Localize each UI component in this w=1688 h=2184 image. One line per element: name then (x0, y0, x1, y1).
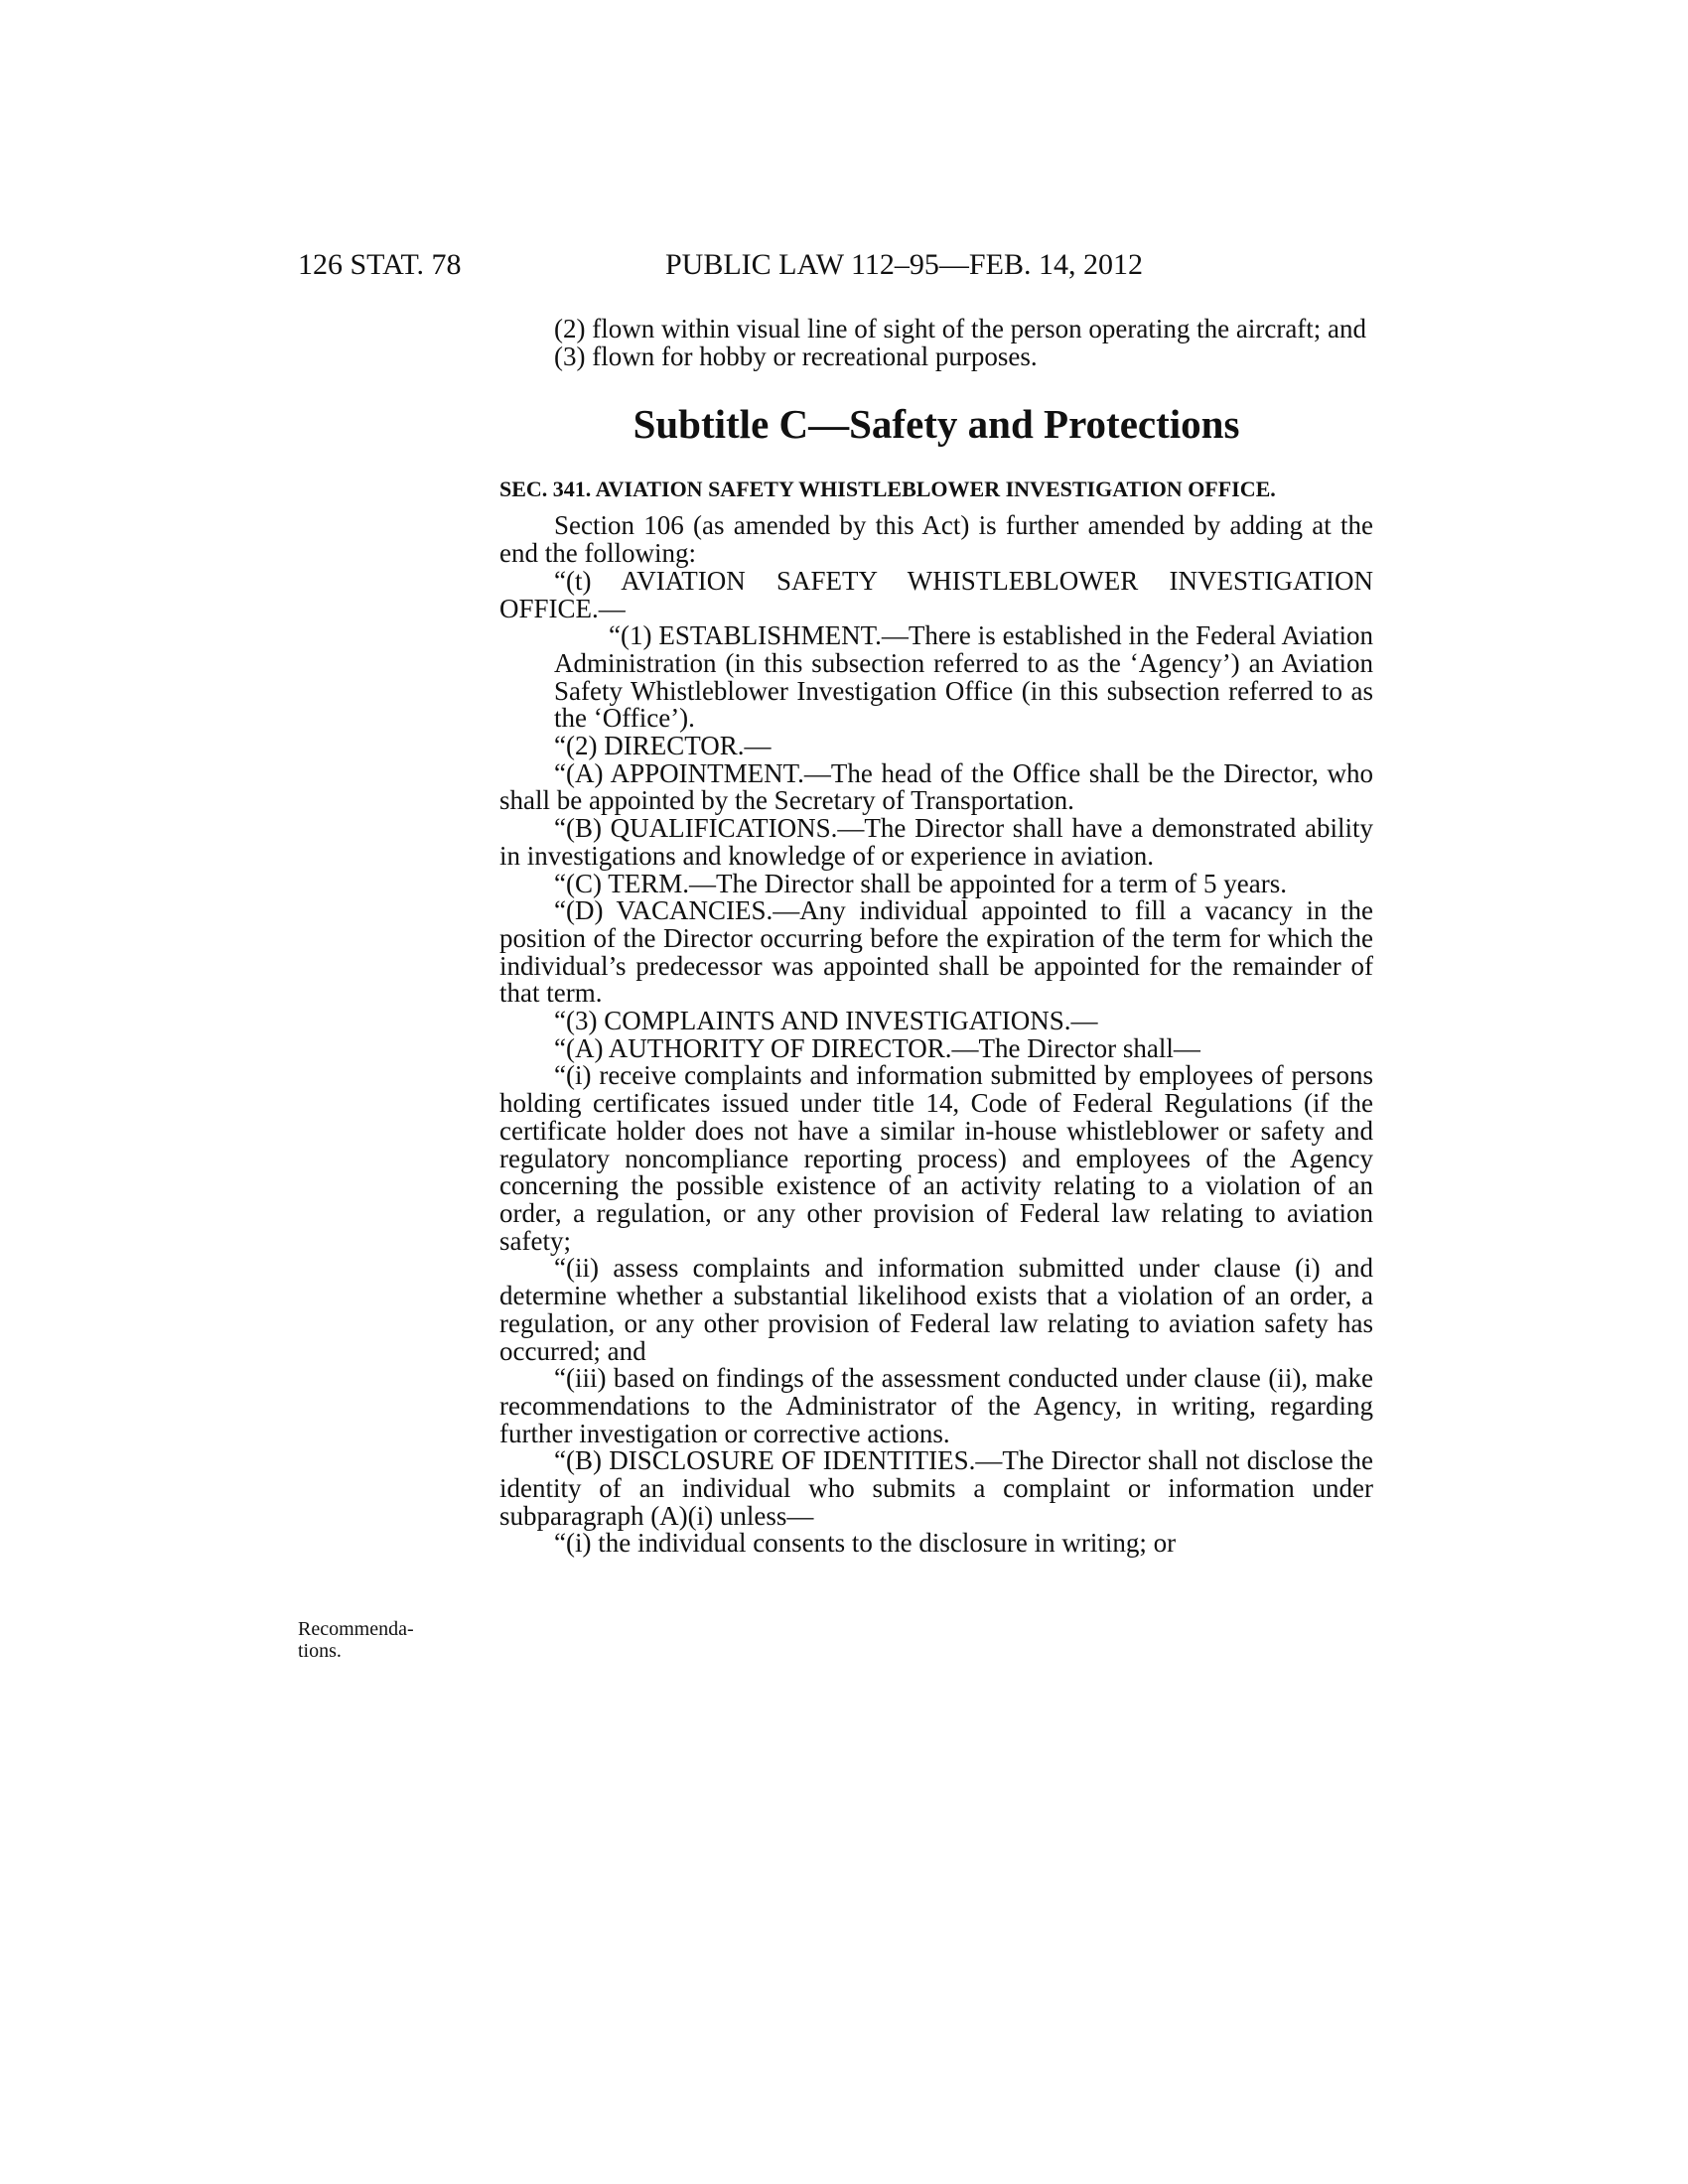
vacancies-paragraph: “(D) VACANCIES.—Any individual appointed to fill a vacancy in the position of the Director occurring before the expiration of the term for which the individual’s predecessor was appointed shall be appointed for the remainder of that term. (499, 895, 1373, 1009)
statute-reference: 126 STAT. 78 (298, 248, 462, 281)
carryover-item-3: (3) flown for hobby or recreational purposes. (554, 341, 1038, 371)
margin-note: Recommenda-tions. (298, 1618, 414, 1662)
complaints-heading: “(3) COMPLAINTS AND INVESTIGATIONS.— (554, 1006, 1098, 1036)
appointment-paragraph: “(A) APPOINTMENT.—The head of the Office shall be the Director, who shall be appointed by the Secretary of Transportation. (499, 757, 1373, 816)
qualifications-paragraph: “(B) QUALIFICATIONS.—The Director shall have a demonstrated ability in investigations and knowledge of or experience in aviation. (499, 813, 1373, 871)
clause-iii-paragraph: “(iii) based on findings of the assessment conducted under clause (ii), make recommendations to the Administrator of the Agency, in writing, regarding further investigation or corrective actions. (499, 1363, 1373, 1448)
establishment-paragraph: “(1) ESTABLISHMENT.—There is established in the Federal Aviation Administration (in this subsection referred to as the ‘Agency’) an Aviation Safety Whistleblower Investigation Office (in this subsection referred to as the ‘Office’). (554, 620, 1373, 734)
term-paragraph: “(C) TERM.—The Director shall be appointed for a term of 5 years. (554, 868, 1288, 898)
section-intro: Section 106 (as amended by this Act) is further amended by adding at the end the following: (499, 510, 1373, 569)
document-body (499, 316, 1373, 1558)
authority-paragraph: “(A) AUTHORITY OF DIRECTOR.—The Director shall— (554, 1032, 1200, 1063)
disclosure-paragraph: “(B) DISCLOSURE OF IDENTITIES.—The Director shall not disclose the identity of an individual who submits a complaint or information under subparagraph (A)(i) unless— (499, 1445, 1373, 1531)
disclosure-clause-i: “(i) the individual consents to the disclosure in writing; or (554, 1528, 1177, 1559)
clause-i-paragraph: “(i) receive complaints and information submitted by employees of persons holding certificates issued under title 14, Code of Federal Regulations (if the certificate holder does not have a similar in-house whistleblower or safety and regulatory noncompliance reporting process) and employees of the Agency concerning the possible existence of an activity relating to a violation of an order, a regulation, or any other provision of Federal law relating to aviation safety; (499, 1060, 1373, 1256)
carryover-item-2: (2) flown within visual line of sight of the person operating the aircraft; and (554, 314, 1367, 343)
director-heading: “(2) DIRECTOR.— (554, 731, 772, 761)
clause-ii-paragraph: “(ii) assess complaints and information submitted under clause (i) and determine whether a substantial likelihood exists that a violation of an order, a regulation, or any other provision of Federal law relating to aviation safety has occurred; and (499, 1253, 1373, 1366)
subsection-t-heading: “(t) AVIATION SAFETY WHISTLEBLOWER INVESTIGATION OFFICE.— (499, 565, 1373, 623)
section-heading: SEC. 341. AVIATION SAFETY WHISTLEBLOWER INVESTIGATION OFFICE. (499, 477, 1276, 502)
subtitle-heading: Subtitle C—Safety and Protections (633, 401, 1240, 448)
law-title: PUBLIC LAW 112–95—FEB. 14, 2012 (665, 248, 1143, 281)
